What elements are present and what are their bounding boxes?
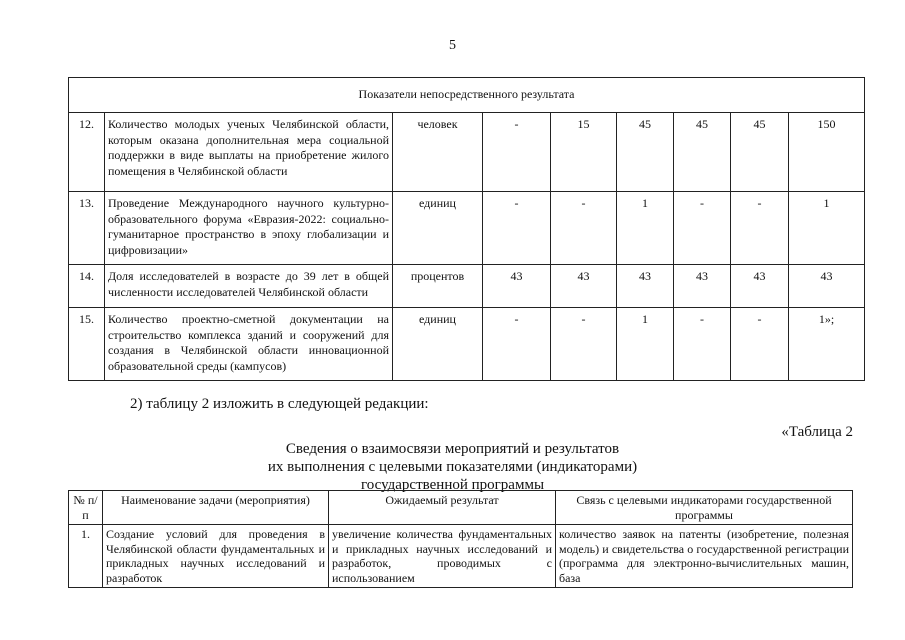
indicator-value: 150 [789,113,865,192]
indicator-name: Количество проектно-сметной документации на строительство комплекса зданий и сооружений для создания в Челябинской области инновационной образовательной среды (кампусов) [105,308,393,381]
indicator-value: - [674,308,731,381]
column-header-task: Наименование задачи (мероприятия) [103,491,329,525]
indicator-value: 43 [731,265,789,308]
indicator-value: 43 [674,265,731,308]
indicator-value: 43 [617,265,674,308]
table-row [69,192,865,265]
indicator-unit: человек [393,113,483,192]
indicator-link: количество заявок на патенты (изобретение, полезная модель) и свидетельства о государственной регистрации (программа для электронно-вычислительных машин, база [556,525,853,588]
indicator-value: 1»; [789,308,865,381]
indicator-value: - [551,192,617,265]
row-number: 12. [69,113,105,192]
indicator-value: - [551,308,617,381]
indicator-name: Проведение Международного научного культурно-образовательного форума «Евразия-2022: социально-гуманитарное пространство в эпоху глобализации и цифровизации» [105,192,393,265]
row-number: 13. [69,192,105,265]
indicator-value: - [731,308,789,381]
section-header: Показатели непосредственного результата [69,78,865,113]
table-row [69,525,853,588]
expected-result: увеличение количества фундаментальных и прикладных научных исследований и разработок, проводимых с использованием [329,525,556,588]
indicator-value: 43 [483,265,551,308]
indicator-unit: единиц [393,308,483,381]
indicator-value: 1 [617,192,674,265]
table-title-line: государственной программы [360,477,545,493]
table-label: «Таблица 2 [781,424,853,440]
indicator-value: 45 [731,113,789,192]
row-number: 14. [69,265,105,308]
column-header-link: Связь с целевыми индикаторами государственной программы [556,491,853,525]
column-header-result: Ожидаемый результат [329,491,556,525]
indicator-value: 43 [789,265,865,308]
indicator-value: - [483,113,551,192]
row-number: 1. [69,525,103,588]
task-name: Создание условий для проведения в Челябинской области фундаментальных и прикладных научных исследований и разработок [103,525,329,588]
indicator-value: 45 [674,113,731,192]
indicator-unit: процентов [393,265,483,308]
indicator-value: 43 [551,265,617,308]
indicator-name: Доля исследователей в возрасте до 39 лет в общей численности исследователей Челябинской области [105,265,393,308]
table-title [0,440,905,494]
table-title-line: Сведения о взаимосвязи мероприятий и результатов [285,441,620,457]
indicators-table [68,77,865,381]
indicator-value: 15 [551,113,617,192]
page-number: 5 [449,38,456,53]
indicator-value: - [674,192,731,265]
table-header-row [69,491,853,525]
indicator-value: 1 [789,192,865,265]
table-row [69,308,865,381]
indicator-value: 45 [617,113,674,192]
indicator-value: 1 [617,308,674,381]
table-row [69,265,865,308]
indicator-value: - [483,192,551,265]
indicator-value: - [483,308,551,381]
relations-table [68,490,853,588]
indicator-unit: единиц [393,192,483,265]
row-number: 15. [69,308,105,381]
indicator-name: Количество молодых ученых Челябинской области, которым оказана дополнительная мера социальной поддержки в виде выплаты на приобретение жилого помещения в Челябинской области [105,113,393,192]
amendment-text: 2) таблицу 2 изложить в следующей редакции: [130,396,429,412]
indicator-value: - [731,192,789,265]
table-title-line: их выполнения с целевыми показателями (индикаторами) [267,459,638,475]
column-header-num: № п/п [69,491,103,525]
table-row [69,113,865,192]
